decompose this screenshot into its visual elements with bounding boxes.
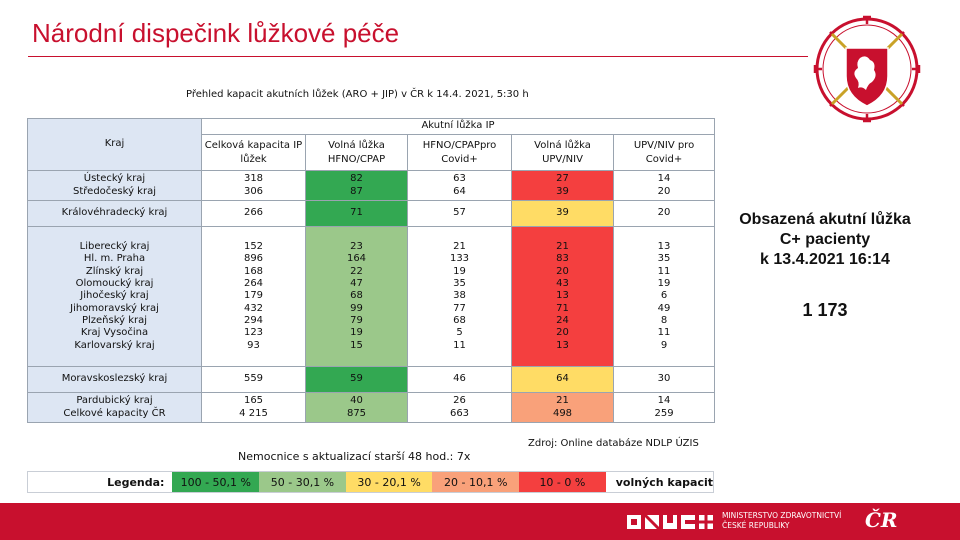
cell-value: 5	[456, 327, 463, 339]
hfno-covid-cell	[408, 393, 512, 423]
czech-lion-emblem-icon	[812, 14, 922, 124]
table-row	[28, 393, 715, 423]
occupied-beds-value: 1 173	[802, 300, 848, 320]
cell-value: 71	[556, 302, 569, 314]
table-row	[28, 171, 715, 201]
cell-value: 4 215	[239, 407, 268, 419]
cell-value: 432	[243, 302, 264, 314]
region-name: Jihomoravský kraj	[70, 302, 159, 314]
cell-value: 57	[453, 207, 466, 219]
source-note: Zdroj: Online databáze NDLP ÚZIS	[528, 438, 699, 449]
cell-value: 82	[350, 173, 363, 185]
hfno-covid-cell	[408, 201, 512, 227]
free-hfno-cell	[306, 171, 408, 201]
cell-value: 21	[453, 241, 466, 253]
ministry-name-line: ČESKÉ REPUBLIKY	[722, 521, 790, 530]
region-name: Ústecký kraj	[83, 173, 146, 185]
column-header-upv-covid: UPV/NIV pro Covid+	[614, 135, 715, 171]
cell-value: 59	[350, 373, 363, 385]
occupied-beds-heading-line: k 13.4.2021 16:14	[760, 251, 890, 268]
cell-value: 19	[453, 265, 466, 277]
region-name: Jihočeský kraj	[80, 290, 149, 302]
cell-value: 6	[660, 290, 668, 302]
total-capacity-cell	[202, 227, 306, 367]
total-capacity-cell	[202, 367, 306, 393]
cell-value: 22	[350, 265, 363, 277]
cell-value: 64	[453, 185, 466, 197]
cell-value: 99	[350, 302, 363, 314]
cell-value: 19	[657, 278, 671, 290]
column-header-free-hfno: Volná lůžka HFNO/CPAP	[306, 135, 408, 171]
cell-value: 26	[453, 395, 466, 407]
free-upv-cell	[512, 201, 614, 227]
cell-value: 77	[453, 302, 466, 314]
cell-value: 20	[556, 265, 569, 277]
cell-value: 30	[657, 373, 671, 385]
cell-value: 24	[556, 314, 569, 326]
cell-value: 35	[453, 278, 466, 290]
cell-value: 498	[552, 407, 573, 419]
cell-value: 875	[346, 407, 367, 419]
cell-value: 43	[556, 278, 569, 290]
ministry-name-line: MINISTERSTVO ZDRAVOTNICTVÍ	[722, 511, 842, 520]
legend-item: 50 - 30,1 %	[259, 472, 346, 492]
column-header-free-upv: Volná lůžka UPV/NIV	[512, 135, 614, 171]
free-hfno-cell	[306, 201, 408, 227]
upv-covid-cell	[614, 393, 715, 423]
cell-value: 39	[556, 207, 569, 219]
cell-value: 13	[556, 290, 569, 302]
cell-value: 15	[350, 339, 363, 351]
hfno-covid-cell	[408, 227, 512, 367]
ministry-name	[722, 511, 841, 531]
legend-item: 10 - 0 %	[519, 472, 606, 492]
legend-item: 20 - 10,1 %	[432, 472, 519, 492]
cell-value: 71	[350, 207, 363, 219]
cell-value: 663	[449, 407, 470, 419]
region-cell	[28, 367, 202, 393]
cell-value: 168	[243, 265, 264, 277]
free-upv-cell	[512, 393, 614, 423]
free-hfno-cell	[306, 227, 408, 367]
legend-item: 100 - 50,1 %	[172, 472, 259, 492]
region-name: Středočeský kraj	[73, 185, 156, 197]
cell-value: 47	[350, 278, 363, 290]
cell-value: 63	[453, 173, 466, 185]
region-cell	[28, 227, 202, 367]
free-hfno-cell	[306, 367, 408, 393]
column-header-hfno-covid: HFNO/CPAPpro Covid+	[408, 135, 512, 171]
cell-value: 21	[556, 395, 569, 407]
cell-value: 68	[350, 290, 363, 302]
cell-value: 152	[243, 241, 264, 253]
free-upv-cell	[512, 171, 614, 201]
region-name: Moravskoslezský kraj	[61, 373, 168, 385]
region-name: Olomoucký kraj	[75, 278, 154, 290]
cell-value: 87	[350, 185, 363, 197]
free-upv-cell	[512, 367, 614, 393]
cell-value: 40	[350, 395, 363, 407]
region-name: Hl. m. Praha	[83, 253, 146, 265]
cell-value: 79	[350, 314, 363, 326]
region-name: Liberecký kraj	[79, 241, 150, 253]
cell-value: 11	[453, 339, 466, 351]
cell-value: 49	[657, 302, 671, 314]
free-hfno-cell	[306, 393, 408, 423]
cell-value: 19	[350, 327, 363, 339]
region-cell	[28, 171, 202, 201]
upv-covid-cell	[614, 201, 715, 227]
occupied-beds-heading	[730, 210, 920, 270]
cell-value: 13	[657, 241, 671, 253]
cell-value: 39	[556, 185, 569, 197]
upv-covid-cell	[614, 227, 715, 367]
total-capacity-cell	[202, 201, 306, 227]
cell-value: 83	[556, 253, 569, 265]
occupied-beds-heading-line: Obsazená akutní lůžka	[739, 211, 911, 228]
region-name: Celkové kapacity ČR	[63, 407, 166, 419]
region-name: Kraj Vysočina	[80, 327, 149, 339]
cell-value: 318	[243, 173, 264, 185]
region-name: Pardubický kraj	[76, 395, 153, 407]
table-row	[28, 201, 715, 227]
cell-value: 559	[243, 373, 264, 385]
region-name: Královéhradecký kraj	[61, 207, 168, 219]
total-capacity-cell	[202, 393, 306, 423]
group-header-akutni-luzka: Akutní lůžka IP	[202, 119, 715, 135]
region-name: Karlovarský kraj	[74, 339, 155, 351]
table-row	[28, 227, 715, 367]
cell-value: 9	[660, 339, 668, 351]
page-title: Národní dispečink lůžkové péče	[32, 18, 400, 48]
cell-value: 259	[654, 407, 674, 419]
cell-value: 11	[657, 327, 671, 339]
cell-value: 64	[556, 373, 569, 385]
cell-value: 20	[657, 185, 671, 197]
cell-value: 68	[453, 314, 466, 326]
legend-tail: volných kapacit	[615, 475, 713, 489]
cell-value: 46	[453, 373, 466, 385]
title-divider	[28, 56, 808, 57]
column-header-kraj: Kraj	[28, 119, 202, 171]
cell-value: 14	[657, 173, 671, 185]
cr-logo: ČR	[865, 508, 898, 532]
free-upv-cell	[512, 227, 614, 367]
cell-value: 266	[243, 207, 264, 219]
cell-value: 20	[657, 207, 671, 219]
region-cell	[28, 201, 202, 227]
cell-value: 93	[247, 339, 260, 351]
stale-update-note: Nemocnice s aktualizací starší 48 hod.: 7x	[238, 450, 471, 463]
cell-value: 14	[657, 395, 671, 407]
cell-value: 11	[657, 265, 671, 277]
cell-value: 164	[346, 253, 367, 265]
cell-value: 38	[453, 290, 466, 302]
region-name: Plzeňský kraj	[81, 314, 148, 326]
cell-value: 20	[556, 327, 569, 339]
region-cell	[28, 393, 202, 423]
column-header-total: Celková kapacita IP lůžek	[202, 135, 306, 171]
total-capacity-cell	[202, 171, 306, 201]
upv-covid-cell	[614, 171, 715, 201]
capacity-table	[27, 118, 715, 423]
legend	[27, 471, 714, 493]
region-name: Zlínský kraj	[85, 265, 144, 277]
cell-value: 35	[657, 253, 671, 265]
cell-value: 123	[243, 327, 264, 339]
legend-label: Legenda:	[107, 475, 165, 489]
cell-value: 27	[556, 173, 569, 185]
table-caption: Přehled kapacit akutních lůžek (ARO + JIP) v ČR k 14.4. 2021, 5:30 h	[186, 89, 529, 100]
cell-value: 133	[449, 253, 470, 265]
occupied-beds-heading-line: C+ pacienty	[779, 231, 871, 248]
cell-value: 165	[243, 395, 264, 407]
upv-covid-cell	[614, 367, 715, 393]
cell-value: 13	[556, 339, 569, 351]
cell-value: 8	[660, 314, 668, 326]
ministry-logo-icon	[625, 511, 715, 533]
cell-value: 23	[350, 241, 363, 253]
cell-value: 896	[243, 253, 264, 265]
cell-value: 264	[243, 278, 264, 290]
legend-item: 30 - 20,1 %	[346, 472, 433, 492]
cell-value: 306	[243, 185, 264, 197]
hfno-covid-cell	[408, 171, 512, 201]
cell-value: 179	[243, 290, 264, 302]
cell-value: 294	[243, 314, 264, 326]
table-group-header-row	[28, 119, 715, 135]
cell-value: 21	[556, 241, 569, 253]
table-row	[28, 367, 715, 393]
hfno-covid-cell	[408, 367, 512, 393]
